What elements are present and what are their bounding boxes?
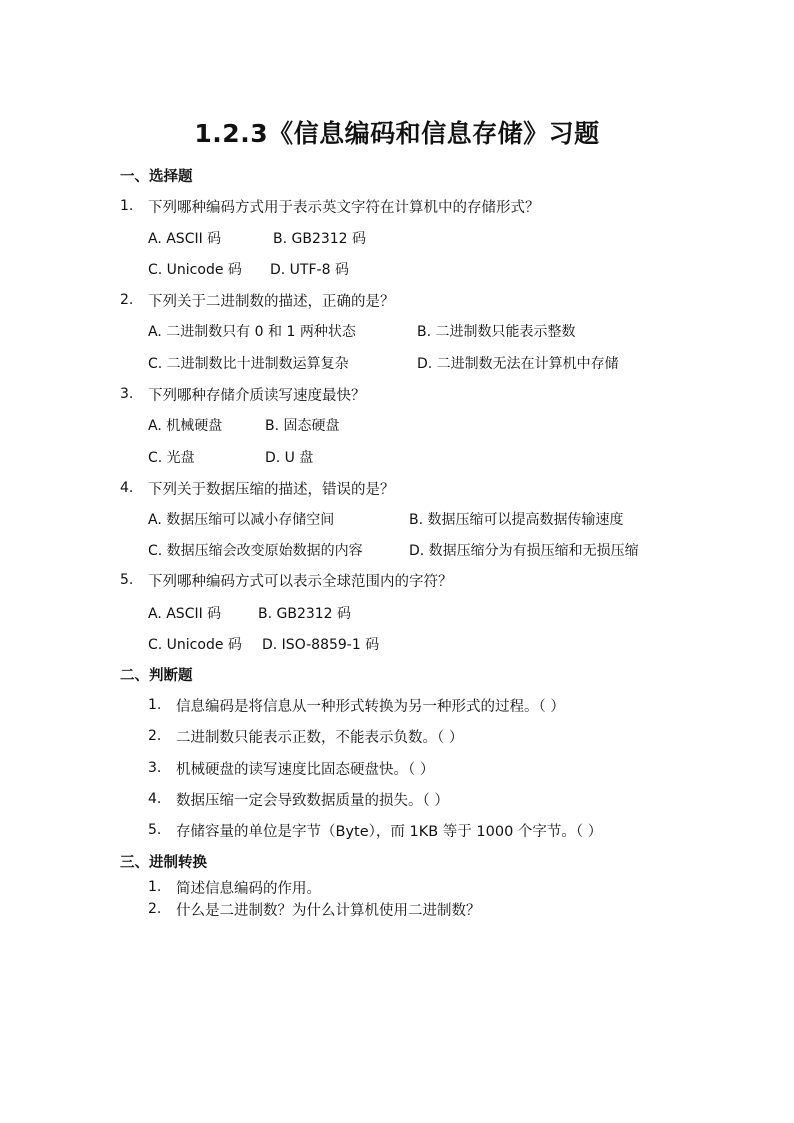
option-d: D. ISO-8859-1 码 (262, 637, 380, 653)
option-d: D. 二进制数无法在计算机中存储 (417, 356, 619, 372)
option-b: B. GB2312 码 (273, 231, 367, 247)
question-text: 下列哪种编码方式可以表示全球范围内的字符？ (148, 574, 453, 590)
option-b: B. 数据压缩可以提高数据传输速度 (409, 512, 624, 528)
question-number: 2. (120, 292, 134, 308)
statement-number: 4. (148, 791, 162, 807)
question-text: 下列关于二进制数的描述，正确的是？ (148, 294, 395, 310)
question-number: 2. (148, 901, 162, 917)
option-c: C. 数据压缩会改变原始数据的内容 (148, 543, 363, 559)
page-title: 1.2.3《信息编码和信息存储》习题 (194, 119, 600, 148)
option-c: C. Unicode 码 (148, 262, 242, 278)
statement-text: 二进制数只能表示正数，不能表示负数。（ ） (176, 730, 464, 746)
question-text: 下列关于数据压缩的描述，错误的是？ (148, 482, 395, 498)
option-b: B. GB2312 码 (258, 606, 352, 622)
question-number: 1. (120, 198, 134, 214)
question-number: 5. (120, 572, 134, 588)
statement-number: 2. (148, 728, 162, 744)
question-number: 4. (120, 480, 134, 496)
option-a: A. 数据压缩可以减小存储空间 (148, 512, 335, 528)
section-heading-choice: 一、选择题 (120, 169, 193, 185)
question-text: 简述信息编码的作用。 (176, 881, 321, 897)
option-b: B. 固态硬盘 (265, 418, 340, 434)
option-c: C. 光盘 (148, 450, 195, 466)
option-c: C. Unicode 码 (148, 637, 242, 653)
statement-text: 存储容量的单位是字节（Byte），而 1KB 等于 1000 个字节。（ ） (176, 824, 603, 840)
option-a: A. ASCII 码 (148, 231, 222, 247)
option-c: C. 二进制数比十进制数运算复杂 (148, 356, 349, 372)
option-a: A. ASCII 码 (148, 606, 222, 622)
question-text: 下列哪种编码方式用于表示英文字符在计算机中的存储形式？ (148, 200, 540, 216)
question-number: 1. (148, 879, 162, 895)
option-d: D. U 盘 (265, 450, 314, 466)
statement-number: 1. (148, 697, 162, 713)
question-number: 3. (120, 386, 134, 402)
option-a: A. 机械硬盘 (148, 418, 223, 434)
section-heading-conversion: 三、进制转换 (120, 855, 207, 871)
statement-number: 3. (148, 760, 162, 776)
question-text: 什么是二进制数？为什么计算机使用二进制数？ (176, 903, 481, 919)
statement-text: 信息编码是将信息从一种形式转换为另一种形式的过程。（ ） (176, 699, 565, 715)
option-d: D. UTF-8 码 (270, 262, 349, 278)
statement-text: 数据压缩一定会导致数据质量的损失。（ ） (176, 793, 449, 809)
statement-number: 5. (148, 822, 162, 838)
option-b: B. 二进制数只能表示整数 (417, 324, 576, 340)
statement-text: 机械硬盘的读写速度比固态硬盘快。（ ） (176, 762, 435, 778)
option-a: A. 二进制数只有 0 和 1 两种状态 (148, 324, 356, 340)
question-text: 下列哪种存储介质读写速度最快？ (148, 388, 366, 404)
section-heading-truefalse: 二、判断题 (120, 668, 193, 684)
option-d: D. 数据压缩分为有损压缩和无损压缩 (409, 543, 639, 559)
